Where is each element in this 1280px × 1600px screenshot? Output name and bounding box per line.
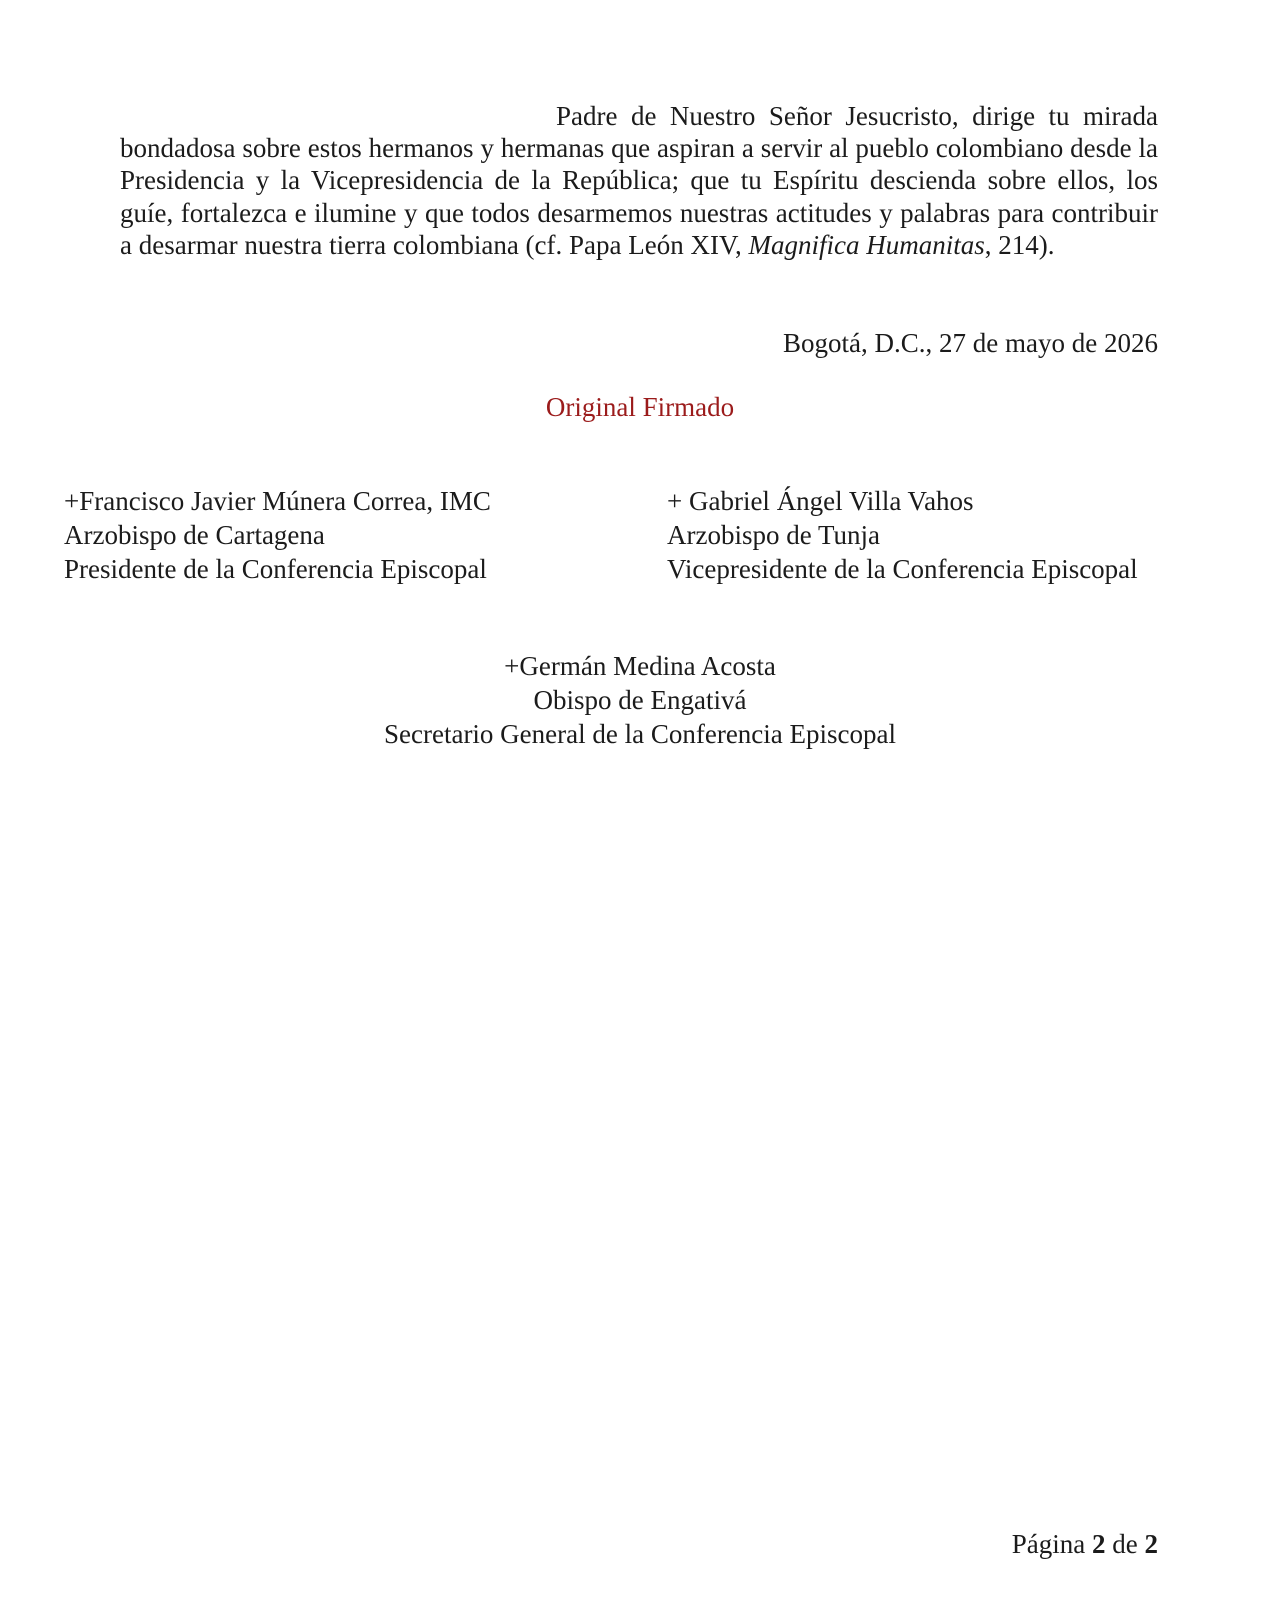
- cited-work-title: Magnifica Humanitas: [748, 229, 985, 260]
- signatory-name: +Francisco Javier Múnera Correa, IMC: [64, 486, 491, 516]
- signatory-role: Arzobispo de Tunja: [667, 520, 881, 550]
- prayer-paragraph: [120, 100, 1158, 261]
- paragraph-citation-end: , 214).: [984, 229, 1055, 260]
- page-separator: de: [1105, 1529, 1145, 1559]
- signatory-position: Presidente de la Conferencia Episcopal: [64, 554, 487, 584]
- signatory-name: + Gabriel Ángel Villa Vahos: [667, 486, 974, 516]
- signatory-role: Obispo de Engativá: [533, 685, 747, 715]
- signatory-position: Secretario General de la Conferencia Episcopal: [384, 719, 896, 749]
- date-line: Bogotá, D.C., 27 de mayo de 2026: [783, 328, 1158, 358]
- paragraph-text: Padre de Nuestro Señor Jesucristo, dirige tu mirada bondadosa sobre estos hermanos y hermanas que aspiran a servir al pueblo colombiano desde la Presidencia y la Vicepresidencia de la República; que tu Espíritu descienda sobre ellos, los guíe, fortalezca e ilumine y que todos desarmemos nuestras actitudes y palabras para contribuir a desarmar nuestra tierra colombiana (cf. Papa León XIV,: [120, 101, 1158, 260]
- signed-note: Original Firmado: [545, 392, 735, 422]
- signatory-name: +Germán Medina Acosta: [504, 651, 776, 681]
- signatory-left: [64, 484, 491, 586]
- current-page: 2: [1092, 1529, 1106, 1559]
- signatory-role: Arzobispo de Cartagena: [64, 520, 325, 550]
- signatory-position: Vicepresidente de la Conferencia Episcopal: [667, 554, 1138, 584]
- signatory-center: [0, 649, 1280, 751]
- page-number: [1012, 1527, 1158, 1561]
- total-pages: 2: [1144, 1529, 1158, 1559]
- page-label: Página: [1011, 1529, 1093, 1559]
- signatory-right: [667, 484, 1138, 586]
